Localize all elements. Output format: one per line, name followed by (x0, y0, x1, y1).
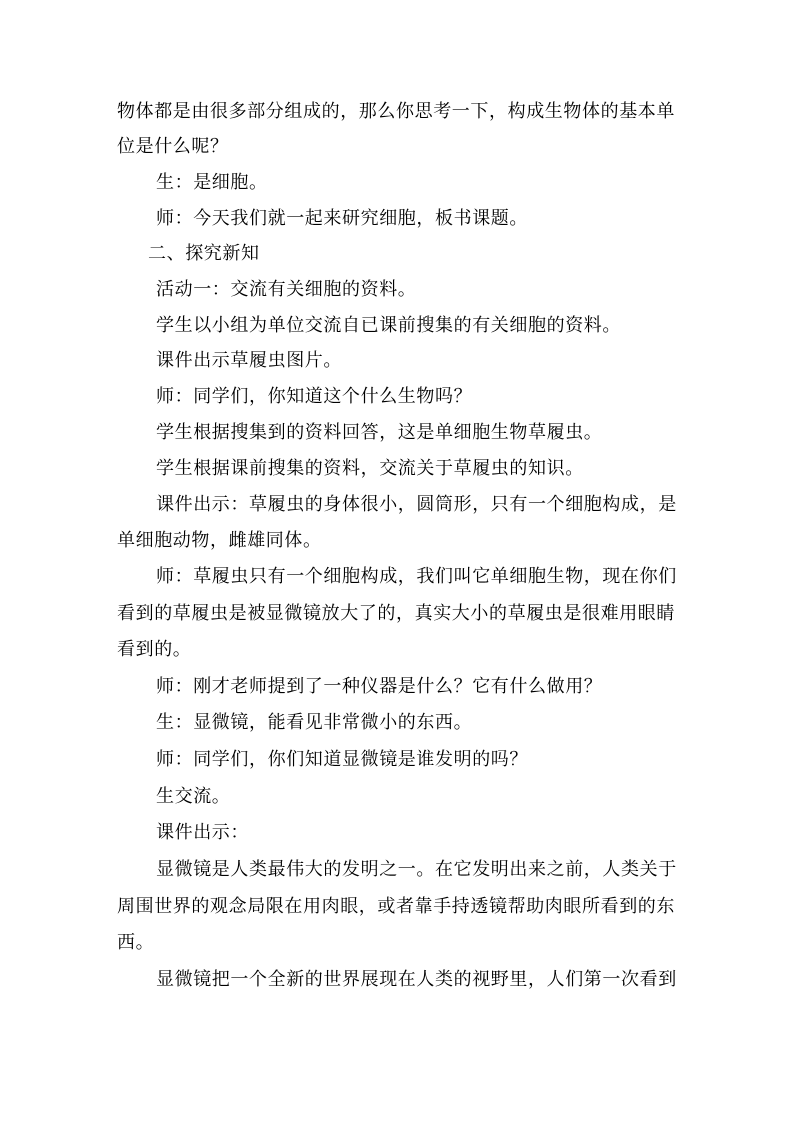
text-line: 生：显微镜，能看见非常微小的东西。 (156, 712, 473, 733)
section-heading: 二、探究新知 (148, 243, 260, 264)
text-line: 活动一：交流有关细胞的资料。 (156, 279, 417, 300)
text-line: 生交流。 (156, 786, 231, 807)
text-line: 单细胞动物，雌雄同体。 (117, 530, 322, 551)
text-line: 显微镜是人类最伟大的发明之一。在它发明出来之前，人类关于 (156, 859, 677, 880)
text-line: 物体都是由很多部分组成的，那么你思考一下，构成生物体的基本单 (117, 101, 675, 122)
text-line: 西。 (117, 932, 155, 953)
text-line: 师：同学们，你们知道显微镜是谁发明的吗？ (156, 749, 528, 770)
text-line: 课件出示草履虫图片。 (156, 350, 342, 371)
text-line: 师：刚才老师提到了一种仪器是什么？它有什么做用？ (156, 676, 603, 697)
text-line: 学生根据搜集到的资料回答，这是单细胞生物草履虫。 (156, 422, 603, 443)
text-line: 看到的。 (117, 639, 192, 660)
text-line: 课件出示：草履虫的身体很小，圆筒形，只有一个细胞构成，是 (156, 494, 677, 515)
text-line: 看到的草履虫是被显微镜放大了的，真实大小的草履虫是很难用眼睛 (117, 603, 675, 624)
text-line: 师：同学们，你知道这个什么生物吗？ (156, 386, 473, 407)
text-line: 周围世界的观念局限在用肉眼，或者靠手持透镜帮助肉眼所看到的东 (117, 896, 675, 917)
text-line: 学生根据课前搜集的资料，交流关于草履虫的知识。 (156, 458, 584, 479)
text-line: 学生以小组为单位交流自已课前搜集的有关细胞的资料。 (156, 315, 621, 336)
text-line: 位是什么呢？ (117, 136, 229, 157)
text-line: 师：草履虫只有一个细胞构成，我们叫它单细胞生物，现在你们 (156, 566, 677, 587)
text-line: 生：是细胞。 (156, 172, 268, 193)
text-line: 师：今天我们就一起来研究细胞，板书课题。 (156, 208, 528, 229)
text-line: 显微镜把一个全新的世界展现在人类的视野里，人们第一次看到 (156, 969, 677, 990)
text-line: 课件出示： (156, 822, 249, 843)
